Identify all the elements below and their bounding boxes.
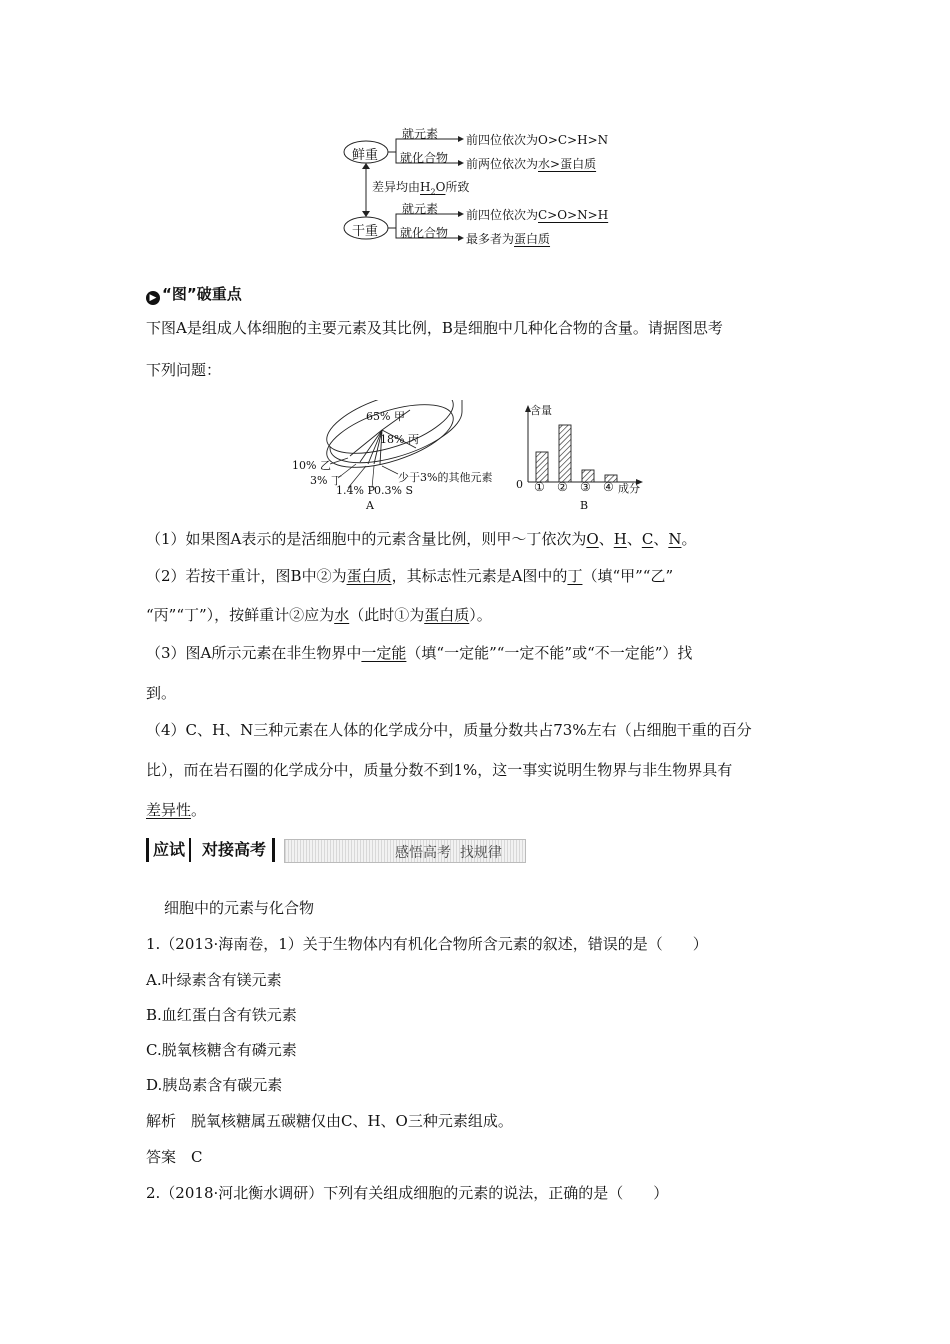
x-tick-1: ① — [534, 480, 545, 494]
intro-line-1: 下图A是组成人体细胞的主要元素及其比例，B是细胞中几种化合物的含量。请据图思考 — [146, 319, 723, 337]
banner-right: 感悟高考 找规律 — [284, 839, 526, 863]
x-tick-3: ③ — [580, 480, 591, 494]
item-1-option-b: B.血红蛋白含有铁元素 — [146, 1006, 297, 1024]
intro-line-2: 下列问题： — [146, 361, 222, 379]
fresh-by-element: 就元素 — [402, 127, 439, 141]
pie-label-jia: 65% 甲 — [366, 410, 405, 423]
banner-left: 应试 — [146, 838, 191, 862]
bar-2 — [559, 425, 571, 482]
bar-1 — [536, 452, 548, 482]
figure-b-label: B — [580, 499, 589, 512]
question-2-line-2: “丙”“丁”），按鲜重计②应为水（此时①为蛋白质）。 — [146, 606, 492, 624]
pie-label-bing: 18% 丙 — [380, 433, 419, 446]
item-2-question: 2.（2018·河北衡水调研）下列有关组成细胞的元素的说法，正确的是（ ） — [146, 1184, 669, 1202]
x-tick-2: ② — [557, 480, 568, 494]
fresh-element-result: 前四位依次为O>C>H>N — [466, 133, 609, 147]
figure-b — [510, 398, 660, 515]
question-4-line-3: 差异性。 — [146, 801, 207, 819]
dry-by-compound: 就化合物 — [400, 226, 449, 240]
dry-compound-result: 最多者为蛋白质 — [466, 232, 551, 246]
pie-label-s: 0.3% S — [374, 484, 413, 497]
question-4-line-2: 比），而在岩石圈的化学成分中，质量分数不到1%，这一事实说明生物界与非生物界具有 — [146, 761, 733, 779]
x-axis-label: 成分 — [618, 482, 640, 495]
fresh-compound-result: 前两位依次为水>蛋白质 — [466, 157, 597, 171]
item-1-option-c: C.脱氧核糖含有磷元素 — [146, 1041, 297, 1059]
item-1-analysis: 解析 脱氧核糖属五碳糖仅由C、H、O三种元素组成。 — [146, 1112, 513, 1130]
x-tick-4: ④ — [603, 480, 614, 494]
dry-by-element: 就元素 — [402, 202, 439, 216]
pie-label-yi: 10% 乙 — [292, 459, 331, 472]
item-1-answer: 答案 C — [146, 1148, 203, 1166]
section-banner — [146, 838, 526, 862]
pie-label-other: 少于3%的其他元素 — [398, 471, 493, 484]
play-circle-icon: ▶ — [146, 291, 160, 305]
figure-a — [290, 400, 500, 515]
dry-weight-label: 干重 — [352, 224, 379, 239]
fresh-weight-label: 鲜重 — [352, 148, 379, 163]
question-3-line-1: （3）图A所示元素在非生物界中一定能（填“一定能”“一定不能”或“不一定能”）找 — [146, 644, 693, 662]
dry-element-result: 前四位依次为C>O>N>H — [466, 208, 609, 222]
figure-a-label: A — [366, 499, 374, 512]
topic-heading: 细胞中的元素与化合物 — [164, 899, 315, 917]
y-axis-label: 含量 — [530, 404, 552, 417]
question-4-line-1: （4）C、H、N三种元素在人体的化学成分中，质量分数共占73%左右（占细胞干重的百分 — [146, 721, 752, 739]
item-1-option-a: A.叶绿素含有镁元素 — [146, 971, 282, 989]
fresh-by-compound: 就化合物 — [400, 151, 449, 165]
question-2-line-1: （2）若按干重计，图B中②为蛋白质，其标志性元素是A图中的丁（填“甲”“乙” — [146, 567, 674, 585]
item-1-question: 1.（2013·海南卷，1）关于生物体内有机化合物所含元素的叙述，错误的是（ ） — [146, 935, 708, 953]
item-1-option-d: D.胰岛素含有碳元素 — [146, 1076, 283, 1094]
flow-diagram — [330, 122, 630, 252]
pie-label-ding: 3% 丁 — [310, 474, 342, 487]
pie-label-p: 1.4% P — [336, 484, 375, 497]
origin-label: 0 — [516, 478, 523, 491]
difference-note: 差异均由$H_2O$所致 — [372, 180, 470, 197]
banner-mid: 对接高考 — [196, 838, 275, 862]
question-1: （1）如果图A表示的是活细胞中的元素含量比例，则甲～丁依次为O、H、C、N。 — [146, 530, 697, 548]
question-3-line-2: 到。 — [146, 684, 177, 702]
section-title: ▶ “图”破重点 — [146, 284, 242, 305]
